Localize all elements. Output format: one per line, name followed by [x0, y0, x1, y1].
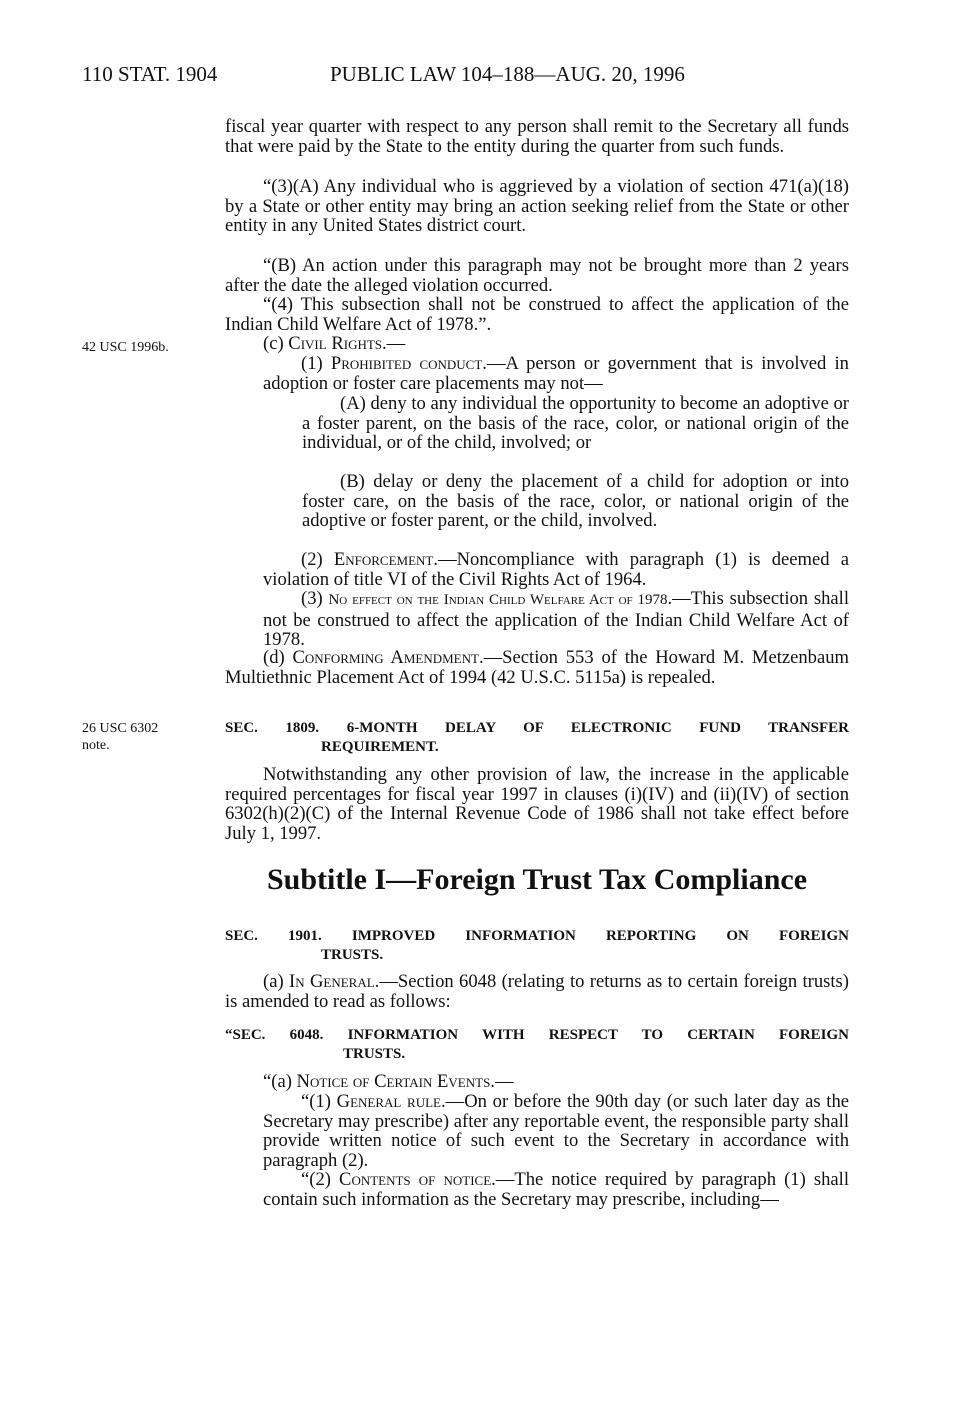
- section-6048-heading: [225, 1026, 849, 1064]
- paragraph-c2: [263, 550, 849, 589]
- subsection-c-title: Civil Rights: [288, 333, 383, 354]
- section-1809-heading-line1: SEC. 1809. 6-MONTH DELAY OF ELECTRONIC FUND TRANSFER: [225, 720, 849, 736]
- margin-note-26-usc-line2: note.: [82, 738, 110, 753]
- margin-note-42-usc: 42 USC 1996b.: [82, 340, 169, 355]
- paragraph-c1-heading: Prohibited conduct: [330, 353, 483, 374]
- running-head: PUBLIC LAW 104–188—AUG. 20, 1996: [330, 62, 685, 86]
- paragraph-c1: [263, 354, 849, 393]
- quoted-subsection-a-label: “(a): [263, 1071, 297, 1092]
- quoted-paragraph-1-text: .—On or before the 90th day (or such later day as the Secretary may prescribe) after any reportable event, the responsible party shall provide written notice of such event to the Secretary in accordance with paragraph (2).: [263, 1091, 849, 1171]
- quoted-paragraph-2-label: “(2): [301, 1169, 340, 1190]
- paragraph-c2-label: (2): [301, 549, 334, 570]
- subsection-a-heading: In General: [289, 971, 375, 992]
- paragraph-3B: “(B) An action under this paragraph may not be brought more than 2 years after the date the alleged violation occurred.: [225, 255, 849, 296]
- subsection-a-text: .—Section 6048 (relating to returns as to certain foreign trusts) is amended to read as follows:: [225, 971, 849, 1012]
- subsection-c-heading: [225, 334, 849, 354]
- quoted-paragraph-1-heading: General rule: [336, 1091, 441, 1112]
- subsection-d-label: (d): [263, 647, 293, 668]
- paragraph-c3-text: .—This subsection shall not be construed to affect the application of the Indian Child Welfare Act of 1978.: [263, 588, 849, 651]
- quoted-paragraph-1: [263, 1092, 849, 1170]
- section-6048-heading-line2: TRUSTS.: [343, 1046, 406, 1062]
- subparagraph-A: (A) deny to any individual the opportunity to become an adoptive or a foster parent, on the basis of the race, color, or national origin of the individual, or of the child, involved; or: [302, 393, 849, 454]
- subsection-d-text: .—Section 553 of the Howard M. Metzenbaum Multiethnic Placement Act of 1994 (42 U.S.C. 5115a) is repealed.: [225, 647, 849, 688]
- section-1809-heading: [225, 719, 849, 757]
- paragraph-c1-label: (1): [301, 353, 331, 374]
- subsection-a-label: (a): [263, 971, 290, 992]
- section-1901-heading: [225, 927, 849, 965]
- paragraph-c3-label: (3): [301, 588, 329, 609]
- subsection-c-dash: .—: [382, 333, 406, 354]
- section-1901-heading-line1: SEC. 1901. IMPROVED INFORMATION REPORTING ON FOREIGN: [225, 928, 849, 944]
- subsection-a: [225, 972, 849, 1011]
- paragraph-c3: [263, 589, 849, 650]
- paragraph-3A: “(3)(A) Any individual who is aggrieved by a violation of section 471(a)(18) by a State or other entity may bring an action seeking relief from the State or other entity in any United States district court.: [225, 176, 849, 237]
- quoted-paragraph-2-text: .—The notice required by paragraph (1) shall contain such information as the Secretary may prescribe, including—: [263, 1169, 850, 1210]
- quoted-paragraph-1-label: “(1): [301, 1091, 337, 1112]
- subtitle-heading: Subtitle I—Foreign Trust Tax Compliance: [266, 863, 808, 896]
- paragraph-c1-text: .—A person or government that is involved in adoption or foster care placements may not—: [263, 353, 849, 394]
- quoted-subsection-a-heading: Notice of Certain Events: [296, 1071, 491, 1092]
- margin-note-26-usc: [82, 720, 212, 754]
- quoted-paragraph-2: [263, 1170, 849, 1209]
- section-1809-text: Notwithstanding any other provision of law, the increase in the applicable required percentages for fiscal year 1997 in clauses (i)(IV) and (ii)(IV) of section 6302(h)(2)(C) of the Internal Revenue Code of 1986 shall not take effect before July 1, 1997.: [225, 764, 849, 844]
- subsection-d: [225, 648, 849, 687]
- statute-page-number: 110 STAT. 1904: [82, 62, 218, 86]
- paragraph-4: “(4) This subsection shall not be construed to affect the application of the Indian Child Welfare Act of 1978.”.: [225, 294, 849, 335]
- quoted-subsection-a: [225, 1072, 849, 1092]
- section-1901-heading-line2: TRUSTS.: [321, 947, 384, 963]
- quoted-subsection-a-dash: .—: [490, 1071, 514, 1092]
- paragraph-c2-text: .—Noncompliance with paragraph (1) is deemed a violation of title VI of the Civil Rights Act of 1964.: [263, 549, 849, 590]
- margin-note-26-usc-line1: 26 USC 6302: [82, 721, 159, 736]
- subparagraph-B: (B) delay or deny the placement of a child for adoption or into foster care, on the basis of the race, color, or national origin of the adoptive or foster parent, or the child, involved.: [302, 471, 849, 532]
- subsection-d-heading: Conforming Amendment: [292, 647, 479, 668]
- section-1809-heading-line2: REQUIREMENT.: [321, 739, 439, 755]
- paragraph-c3-heading: No effect on the Indian Child Welfare Act of 1978: [328, 592, 668, 608]
- section-6048-heading-line1: “SEC. 6048. INFORMATION WITH RESPECT TO CERTAIN FOREIGN: [225, 1027, 849, 1043]
- subsection-c-label: (c): [263, 333, 289, 354]
- quoted-paragraph-2-heading: Contents of notice: [339, 1169, 492, 1190]
- paragraph-c2-heading: Enforcement: [333, 549, 434, 570]
- page-header: [82, 62, 862, 98]
- paragraph-continuation: fiscal year quarter with respect to any person shall remit to the Secretary all funds that were paid by the State to the entity during the quarter from such funds.: [225, 116, 849, 157]
